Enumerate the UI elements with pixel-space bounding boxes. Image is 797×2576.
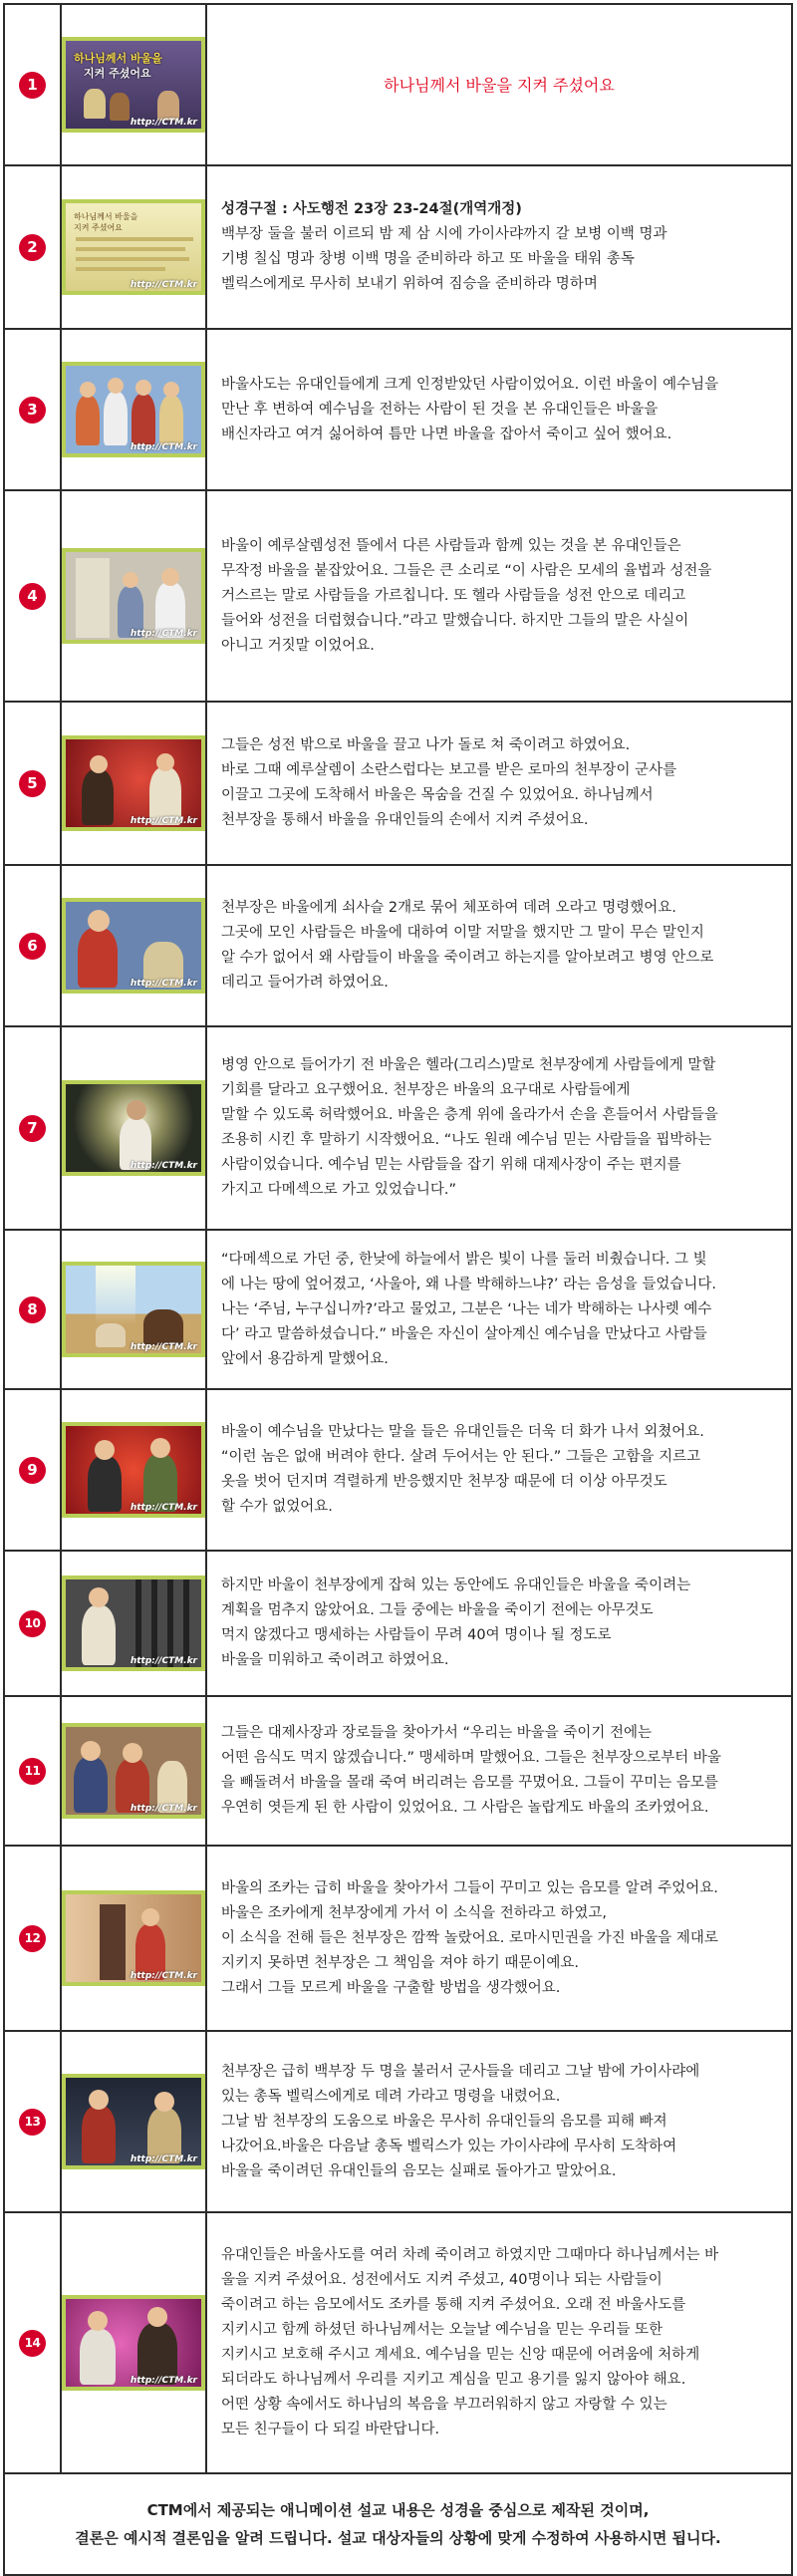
thumbnail-cell <box>62 2213 207 2472</box>
narration-cell <box>207 1552 791 1695</box>
thumbnail-cell <box>62 1847 207 2030</box>
row-number-cell <box>5 5 62 164</box>
row-1 <box>5 5 791 166</box>
row-number-badge: 6 <box>19 933 46 960</box>
row-number-cell <box>5 1697 62 1845</box>
scene-thumbnail <box>62 1422 205 1518</box>
narration-cell <box>207 1847 791 2030</box>
narration-cell <box>207 2032 791 2211</box>
narration-text: “다메섹으로 가던 중, 한낮에 하늘에서 밝은 빛이 나를 둘러 비췄습니다. 그 빛 에 나는 땅에 엎어졌고, ‘사울아, 왜 나를 박해하느냐?’ 라는 음성을 들었습니다. 나는 ‘주님, 누구십니까?’라고 물었고, 그분은 ‘나는 네가 박해하는 나사렛 예수 다’ 라고 말씀하셨습니다.” 바울은 자신이 살아계신 예수님을 만났다고 사람들 앞에서 용감하게 말했어요. <box>221 1251 717 1367</box>
row-3 <box>5 330 791 491</box>
narration-text: 하지만 바울이 천부장에게 잡혀 있는 동안에도 유대인들은 바울을 죽이려는 계획을 멈추지 않았어요. 그들 중에는 바울을 죽이기 전에는 아무것도 먹지 않겠다고 맹세하는 사람들이 무려 40여 명이나 될 정도로 바울을 미워하고 죽이려고 하였어요. <box>221 1577 691 1668</box>
thumbnail-watermark: http://CTM.kr <box>130 118 197 128</box>
title-cell <box>207 5 791 164</box>
row-9 <box>5 1390 791 1552</box>
narration-text: 유대인들은 바울사도를 여러 차례 죽이려고 하였지만 그때마다 하나님께서는 바 울을 지켜 주셨어요. 성전에서도 지켜 주셨고, 40명이나 되는 사람들이 죽이려고 하는 음모에서도 조카를 통해 지켜 주셨어요. 오래 전 바울사도를 지키시고 함께 하셨던 하나님께서는 오늘날 예수님을 믿는 우리들 또한 지키시고 보호해 주시고 계세요. 예수님을 믿는 신앙 때문에 어려움에 처하게 되더라도 하나님께서 우리를 지키고 계심을 믿고 용기를 잃지 않아야 해요. 어떤 상황 속에서도 하나님의 복음을 부끄러워하지 않고 자랑할 수 있는 모든 친구들이 다 되길 바란답니다. <box>221 2247 719 2437</box>
thumbnail-watermark: http://CTM.kr <box>130 2154 197 2164</box>
narration-cell <box>207 330 791 489</box>
scripture-card-thumbnail <box>62 199 205 295</box>
row-number-cell <box>5 866 62 1025</box>
footer-line-1: CTM에서 제공되는 애니메이션 설교 내용은 성경을 중심으로 제작된 것이며, <box>146 2501 650 2519</box>
title-card-caption-line2: 지켜 주셨어요 <box>84 67 151 80</box>
row-2 <box>5 166 791 330</box>
scene-thumbnail <box>62 2074 205 2169</box>
thumbnail-watermark: http://CTM.kr <box>130 979 197 989</box>
narration-text: 바울이 예루살렘성전 뜰에서 다른 사람들과 함께 있는 것을 본 유대인들은 무작정 바울을 붙잡았어요. 그들은 큰 소리로 “이 사람은 모세의 율법과 성전을 거스르는 말로 사람들을 가르칩니다. 또 헬라 사람들을 성전 안으로 데리고 들어와 성전을 더럽혔습니다.”라고 말했습니다. 하지만 그들의 말은 사실이 아니고 거짓말 이었어요. <box>221 537 712 654</box>
scene-thumbnail <box>62 735 205 831</box>
row-number-badge: 12 <box>19 1925 46 1952</box>
row-number-badge: 13 <box>19 2109 46 2136</box>
thumbnail-watermark: http://CTM.kr <box>130 1656 197 1666</box>
row-4 <box>5 491 791 703</box>
row-number-badge: 14 <box>19 2330 46 2357</box>
scripture-reference: 성경구절 : 사도행전 23장 23-24절(개역개정) <box>221 201 522 217</box>
scene-thumbnail <box>62 1890 205 1986</box>
thumbnail-cell <box>62 166 207 328</box>
thumbnail-cell <box>62 491 207 701</box>
thumbnail-watermark: http://CTM.kr <box>130 2376 197 2386</box>
row-number-cell <box>5 1027 62 1229</box>
thumbnail-cell <box>62 866 207 1025</box>
narration-cell <box>207 1027 791 1229</box>
row-13 <box>5 2032 791 2213</box>
narration-text: 바울사도는 유대인들에게 크게 인정받았던 사람이었어요. 이런 바울이 예수님을 만난 후 변하여 예수님을 전하는 사람이 된 것을 본 유대인들은 바울을 배신자라고 여겨 싫어하여 틈만 나면 바울을 잡아서 죽이고 싶어 했어요. <box>221 376 719 442</box>
narration-text: 병영 안으로 들어가기 전 바울은 헬라(그리스)말로 천부장에게 사람들에게 말할 기회를 달라고 요구했어요. 천부장은 바울의 요구대로 사람들에게 말할 수 있도록 허락했어요. 바울은 층계 위에 올라가서 손을 흔들어서 사람들을 조용히 시킨 후 말하기 시작했어요. “나도 원래 예수님 믿는 사람들을 핍박하는 사람이었습니다. 예수님 믿는 사람들을 잡기 위해 대제사장이 주는 편지를 가지고 다메섹으로 가고 있었습니다.” <box>221 1057 718 1198</box>
thumbnail-cell <box>62 330 207 489</box>
narration-cell <box>207 866 791 1025</box>
row-number-badge: 7 <box>19 1115 46 1142</box>
narration-text: 바울의 조카는 급히 바울을 찾아가서 그들이 꾸미고 있는 음모를 알려 주었어요. 바울은 조카에게 천부장에게 가서 이 소식을 전하라고 하였고, 이 소식을 전해 들은 천부장은 깜짝 놀랐어요. 로마시민권을 가진 바울을 제대로 지키지 못하면 천부장은 그 책임을 져야 하기 때문이예요. 그래서 그들 모르게 바울을 구출할 방법을 생각했어요. <box>221 1879 718 1996</box>
thumbnail-cell <box>62 1390 207 1550</box>
narration-cell <box>207 1390 791 1550</box>
row-6 <box>5 866 791 1027</box>
row-number-badge: 3 <box>19 397 46 424</box>
row-number-cell <box>5 491 62 701</box>
row-number-cell <box>5 330 62 489</box>
row-number-badge: 1 <box>19 72 46 99</box>
row-number-badge: 8 <box>19 1296 46 1323</box>
thumbnail-watermark: http://CTM.kr <box>130 442 197 452</box>
narration-cell <box>207 2213 791 2472</box>
scene-thumbnail <box>62 548 205 644</box>
thumbnail-watermark: http://CTM.kr <box>130 1503 197 1513</box>
row-11 <box>5 1697 791 1847</box>
row-7 <box>5 1027 791 1231</box>
thumbnail-watermark: http://CTM.kr <box>130 1342 197 1352</box>
thumbnail-watermark: http://CTM.kr <box>130 1971 197 1981</box>
footer-note <box>5 2474 791 2574</box>
narration-text: 바울이 예수님을 만났다는 말을 들은 유대인들은 더욱 더 화가 나서 외쳤어요. “이런 놈은 없애 버려야 한다. 살려 두어서는 안 된다.” 그들은 고함을 지르고 옷을 벗어 던지며 격렬하게 반응했지만 천부장 때문에 더 이상 아무것도 할 수가 없었어요. <box>221 1424 704 1515</box>
row-number-cell <box>5 703 62 864</box>
scene-thumbnail <box>62 1575 205 1671</box>
sermon-table <box>3 3 793 2576</box>
row-number-badge: 4 <box>19 583 46 610</box>
row-number-badge: 11 <box>19 1758 46 1785</box>
row-5 <box>5 703 791 866</box>
row-number-badge: 10 <box>19 1610 46 1637</box>
scripture-cell <box>207 166 791 328</box>
thumbnail-cell <box>62 1027 207 1229</box>
thumbnail-cell <box>62 1231 207 1388</box>
scene-thumbnail <box>62 1262 205 1357</box>
scripture-text: 백부장 둘을 불러 이르되 밤 제 삼 시에 가이사랴까지 갈 보병 이백 명과 기병 칠십 명과 창병 이백 명을 준비하라 하고 또 바울을 태워 총독 벨릭스에게로 무사히 보내기 위하여 짐승을 준비하라 명하며 <box>221 226 667 292</box>
row-number-cell <box>5 1231 62 1388</box>
narration-text: 천부장은 바울에게 쇠사슬 2개로 묶어 체포하여 데려 오라고 명령했어요. 그곳에 모인 사람들은 바울에 대하여 이말 저말을 했지만 그 말이 무슨 말인지 알 수가 없어서 왜 사람들이 바울을 죽이려고 하는지를 알아보려고 병영 안으로 데리고 들어가려 하였어요. <box>221 900 714 991</box>
scene-thumbnail <box>62 1080 205 1176</box>
row-12 <box>5 1847 791 2032</box>
row-number-badge: 9 <box>19 1457 46 1484</box>
narration-cell <box>207 1697 791 1845</box>
row-number-badge: 5 <box>19 770 46 797</box>
row-8 <box>5 1231 791 1390</box>
scene-thumbnail <box>62 898 205 994</box>
scripture-card-caption-line1: 하나님께서 바울을 <box>74 212 138 221</box>
thumbnail-watermark: http://CTM.kr <box>130 280 197 290</box>
footer-row <box>5 2474 791 2574</box>
row-number-badge: 2 <box>19 234 46 261</box>
scripture-card-caption-line2: 지켜 주셨어요 <box>74 223 123 232</box>
thumbnail-watermark: http://CTM.kr <box>130 1161 197 1171</box>
row-number-cell <box>5 2032 62 2211</box>
row-number-cell <box>5 1390 62 1550</box>
scene-thumbnail <box>62 2295 205 2391</box>
row-14 <box>5 2213 791 2474</box>
page-title: 하나님께서 바울을 지켜 주셨어요 <box>384 75 615 95</box>
thumbnail-cell <box>62 1552 207 1695</box>
title-card-caption-line1: 하나님께서 바울을 <box>74 52 162 65</box>
thumbnail-watermark: http://CTM.kr <box>130 816 197 826</box>
title-card-thumbnail <box>62 37 205 133</box>
thumbnail-cell <box>62 703 207 864</box>
row-number-cell <box>5 1847 62 2030</box>
scene-thumbnail <box>62 1723 205 1819</box>
thumbnail-watermark: http://CTM.kr <box>130 629 197 639</box>
row-number-cell <box>5 2213 62 2472</box>
row-10 <box>5 1552 791 1697</box>
footer-line-2: 결론은 예시적 결론임을 알려 드립니다. 설교 대상자들의 상황에 맞게 수정하여 사용하시면 됩니다. <box>75 2529 721 2547</box>
row-number-cell <box>5 1552 62 1695</box>
row-number-cell <box>5 166 62 328</box>
narration-text: 그들은 대제사장과 장로들을 찾아가서 “우리는 바울을 죽이기 전에는 어떤 음식도 먹지 않겠습니다.” 맹세하며 말했어요. 그들은 천부장으로부터 바울 을 빼돌려서 바울을 몰래 죽여 버리려는 음모를 꾸몄어요. 그들이 꾸미는 음모를 우연히 엿듣게 된 한 사람이 있었어요. 그 사람은 놀랍게도 바울의 조카였어요. <box>221 1725 721 1816</box>
narration-text: 그들은 성전 밖으로 바울을 끌고 나가 돌로 쳐 죽이려고 하였어요. 바로 그때 예루살렘이 소란스럽다는 보고를 받은 로마의 천부장이 군사를 이끌고 그곳에 도착해서 바울은 목숨을 건질 수 있었어요. 하나님께서 천부장을 통해서 바울을 유대인들의 손에서 지켜 주셨어요. <box>221 737 677 828</box>
narration-cell <box>207 1231 791 1388</box>
thumbnail-cell <box>62 5 207 164</box>
thumbnail-watermark: http://CTM.kr <box>130 1804 197 1814</box>
narration-text: 천부장은 급히 백부장 두 명을 불러서 군사들을 데리고 그날 밤에 가이사랴에 있는 총독 벨릭스에게로 데려 가라고 명령을 내렸어요. 그날 밤 천부장의 도움으로 바울은 무사히 유대인들의 음모를 피해 빠져 나갔어요.바울은 다음날 총독 벨릭스가 있는 가이사랴에 무사히 도착하여 바울을 죽이려던 유대인들의 음모는 실패로 돌아가고 말았어요. <box>221 2063 700 2179</box>
narration-cell <box>207 703 791 864</box>
narration-cell <box>207 491 791 701</box>
thumbnail-cell <box>62 2032 207 2211</box>
thumbnail-cell <box>62 1697 207 1845</box>
scene-thumbnail <box>62 362 205 457</box>
